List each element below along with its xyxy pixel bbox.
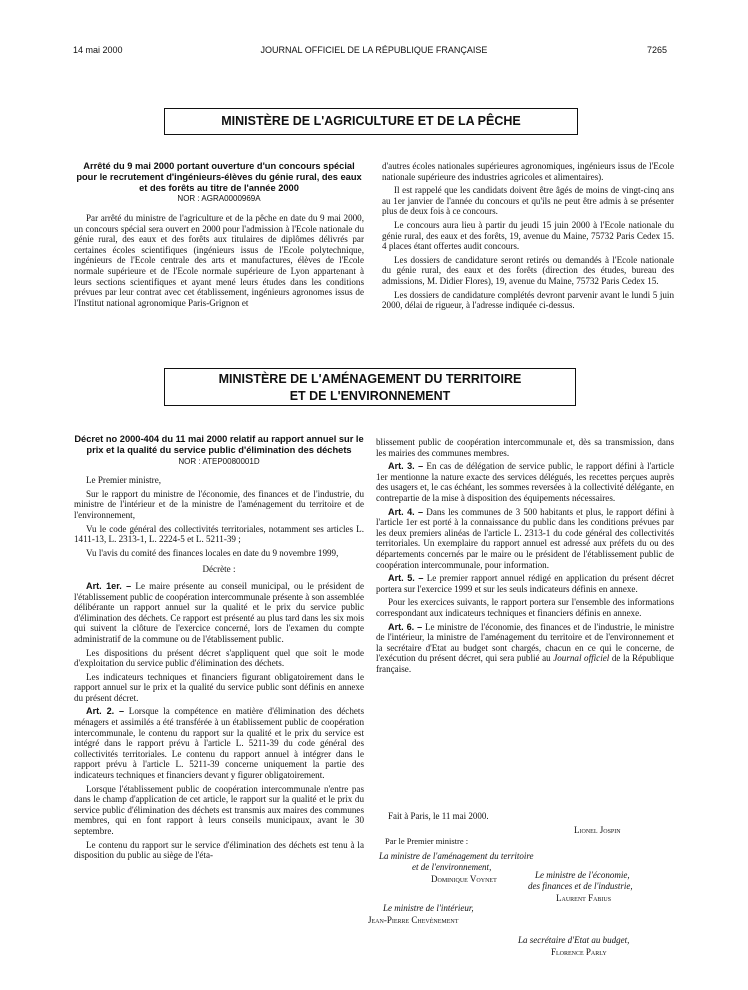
article-6 xyxy=(376,622,674,675)
arrete-paragraph: Il est rappelé que les candidats doivent être âgés de moins de vingt-cinq ans au 1er janvier de l'année du concours et qu'ils ne peut être admis à se présenter plus de deux fois à ce concours. xyxy=(382,185,674,217)
article-paragraph: Les dispositions du présent décret s'appliquent quel que soit le mode d'exploitation du service public d'élimination des déchets. xyxy=(74,647,364,669)
arrete-paragraph: Les dossiers de candidature complétés devront parvenir avant le lundi 5 juin 2000, délai de rigueur, à l'adresse indiquée ci-dessus. xyxy=(382,289,674,311)
article-5-text: Le premier rapport annuel rédigé en application du présent décret portera sur l'exercice 1999 et sur les seuls indicateurs définis en annexe. xyxy=(376,573,674,594)
arrete-nor: NOR : AGRA0000969A xyxy=(177,194,261,204)
article-4-text: Dans les communes de 3 500 habitants et plus, le rapport défini à l'article 1er est porté à la connaissance du public dans les conditions prévues par les deux premiers alinéas de l'article L. 2313-1 du code général des collectivités territoriales. Un exemplaire du rapport annuel est adressé aux préfets du ou des départements concernés par le maire ou le président de l'établissement public de coopération intercommunale, pour information. xyxy=(376,506,674,570)
decret-left-column xyxy=(74,434,364,864)
arrete-right-column xyxy=(382,161,674,314)
article-paragraph: Le contenu du rapport sur le service d'élimination des déchets est tenu à la disposition du public au siège de l'éta- xyxy=(74,839,364,861)
article-5 xyxy=(376,573,674,594)
pm-name: Lionel Jospin xyxy=(574,825,621,835)
article-4-label: Art. 4. – xyxy=(388,506,424,517)
article-3-text: En cas de délégation de service public, le rapport défini à l'article 1er mentionne la nature exacte des services délégués, les recettes perçues auprès des usagers et, le cas échéant, les sommes reversées à la collectivité délégante, en contrepartie de la mise à disposition des équipements nécessaires. xyxy=(376,461,675,503)
signatory-2-role: des finances et de l'industrie, xyxy=(528,881,633,891)
article-6-label: Art. 6. – xyxy=(388,621,423,632)
header-date: 14 mai 2000 xyxy=(73,45,123,55)
article-1 xyxy=(74,581,364,645)
article-5-label: Art. 5. – xyxy=(388,573,424,584)
decret-intro: Sur le rapport du ministre de l'économie, des finances et de l'industrie, du ministre de l'intérieur et de la ministre de l'aménagement du territoire et de l'environnement, xyxy=(74,488,364,520)
article-3 xyxy=(376,461,674,503)
signatory-2-name: Laurent Fabius xyxy=(556,893,612,903)
header-page-number: 7265 xyxy=(647,45,668,55)
article-2-label: Art. 2. – xyxy=(86,706,125,717)
article-3-label: Art. 3. – xyxy=(388,461,424,472)
done-at: Fait à Paris, le 11 mai 2000. xyxy=(388,811,489,821)
signatory-4-name: Florence Parly xyxy=(551,947,607,957)
ministry-box-agriculture xyxy=(164,108,578,135)
article-paragraph: Lorsque l'établissement public de coopération intercommunale n'entre pas dans le champ d'application de cet article, le rapport sur la qualité et le prix du service public d'élimination des déchets est transmis aux maires des communes membres, qui en font rapport à leurs conseils municipaux, avant le 30 septembre. xyxy=(74,783,364,836)
article-4 xyxy=(376,507,674,571)
decret-intro: Le Premier ministre, xyxy=(86,475,162,486)
article-paragraph: Pour les exercices suivants, le rapport portera sur l'ensemble des informations correspondant aux indicateurs techniques et financiers définis en annexe. xyxy=(376,597,674,618)
ministry-box-environment xyxy=(164,368,576,406)
arrete-left-column xyxy=(74,161,364,311)
arrete-paragraph: Les dossiers de candidature seront retirés ou demandés à l'Ecole nationale du génie rural, des eaux et des forêts (direction des études, bureau des admissions, M. Didier Flores), 19, avenue du Maine, 75732 Paris Cedex 15. xyxy=(382,254,674,286)
article-6-text-c: de la République française. xyxy=(376,653,674,674)
signatory-3-name: Jean-Pierre Chevènement xyxy=(368,915,459,925)
article-2-text: Lorsque la compétence en matière d'élimination des déchets ménagers et assimilés a été transférée à un établissement public de coopération intercommunale, le contenu du rapport sur la qualité et le prix du service est intégré dans le rapport prévu à l'article L. 5211-39 du code général des collectivités territoriales. Le contenu du rapport annuel à intégrer dans le rapport prévu à l'article L. 5211-39 concerne uniquement la partie des indicateurs techniques et financiers devant y figurer obligatoirement. xyxy=(74,706,364,781)
signatory-1-role: La ministre de l'aménagement du territoire xyxy=(379,851,534,861)
article-paragraph: blissement public de coopération intercommunale et, dès sa transmission, dans les mairies des communes membres. xyxy=(376,437,674,458)
arrete-paragraph: Le concours aura lieu à partir du jeudi 15 juin 2000 à l'Ecole nationale du génie rural, des eaux et des forêts, 19, avenue du Maine, 75732 Paris Cedex 15. 4 places étant offertes audit concours. xyxy=(382,219,674,252)
ministry-title-line2: ET DE L'ENVIRONNEMENT xyxy=(289,389,451,403)
decret-intro: Vu l'avis du comité des finances locales en date du 9 novembre 1999, xyxy=(86,547,339,558)
decrete-heading: Décrète : xyxy=(202,564,236,575)
decret-right-column xyxy=(376,437,674,677)
signatory-3-role: Le ministre de l'intérieur, xyxy=(383,903,474,913)
ministry-title-line1: MINISTÈRE DE L'AMÉNAGEMENT DU TERRITOIRE xyxy=(218,372,522,386)
decret-nor: NOR : ATEP0080001D xyxy=(178,456,260,466)
header-journal: JOURNAL OFFICIEL DE LA RÉPUBLIQUE FRANÇAISE xyxy=(260,45,488,55)
signatory-4-role: La secrétaire d'Etat au budget, xyxy=(518,935,630,945)
article-1-text: Le maire présente au conseil municipal, ou le président de l'établissement public de coopération intercommunale présente à son assemblée délibérante un rapport annuel sur la qualité et le prix du service public d'élimination des déchets. Ce rapport est présenté au plus tard dans les six mois qui suivent la clôture de l'exercice concerné, lors de l'examen du compte administratif de la commune ou de l'établissement public. xyxy=(74,580,365,644)
signatory-2-role: Le ministre de l'économie, xyxy=(535,870,630,880)
article-6-text-a: Le ministre de l'économie, des finances et de l'industrie, le ministre de l'intérieur, la ministre de l'aménagement du territoire et de l'environnement et la secrétaire d'Etat au budget sont chargés, chacun en ce qui le concerne, de l'exécution du présent décret, qui sera publié au xyxy=(376,621,674,664)
by-pm: Par le Premier ministre : xyxy=(385,836,469,846)
ministry-title-agriculture: MINISTÈRE DE L'AGRICULTURE ET DE LA PÊCHE xyxy=(221,114,521,128)
arrete-paragraph: Par arrêté du ministre de l'agriculture et de la pêche en date du 9 mai 2000, un concours spécial sera ouvert en 2000 pour l'admission à l'Ecole nationale du génie rural, des eaux et des forêts aux titulaires de diplômes délivrés par certaines écoles scientifiques (ingénieurs issus de l'Ecole polytechnique, ingénieurs de l'Ecole centrale des arts et manufactures, élèves de l'Ecole normale supérieure et de l'Ecole normale supérieure de Lyon appartenant à leurs sections scientifiques et ayant mené leurs études dans les conditions prévues par leur contrat avec cet établissement, ingénieurs agronomes issus de l'Institut national agronomique Paris-Grignon et xyxy=(74,212,364,308)
decret-title: Décret no 2000-404 du 11 mai 2000 relatif au rapport annuel sur le prix et la qualité du service public d'élimination des déchets xyxy=(74,434,364,455)
article-1-label: Art. 1er. – xyxy=(86,580,132,591)
arrete-title: Arrêté du 9 mai 2000 portant ouverture d'un concours spécial pour le recrutement d'ingénieurs-élèves du génie rural, des eaux et des forêts au titre de l'année 2000 xyxy=(76,161,362,193)
signatory-1-role: et de l'environnement, xyxy=(412,862,492,872)
article-paragraph: Les indicateurs techniques et financiers figurant obligatoirement dans le rapport annuel sur le prix et la qualité du service public sont définis en annexe du présent décret. xyxy=(74,671,364,703)
article-6-journal: Journal officiel xyxy=(553,653,610,664)
signatory-1-name: Dominique Voynet xyxy=(431,874,497,884)
decret-intro: Vu le code général des collectivités territoriales, notamment ses articles L. 1411-13, L. 2313-1, L. 2224-5 et L. 5211-39 ; xyxy=(74,523,364,545)
arrete-paragraph: d'autres écoles nationales supérieures agronomiques, ingénieurs issus de l'Ecole nationale supérieure des industries agricoles et alimentaires). xyxy=(382,161,674,182)
article-2 xyxy=(74,706,364,780)
